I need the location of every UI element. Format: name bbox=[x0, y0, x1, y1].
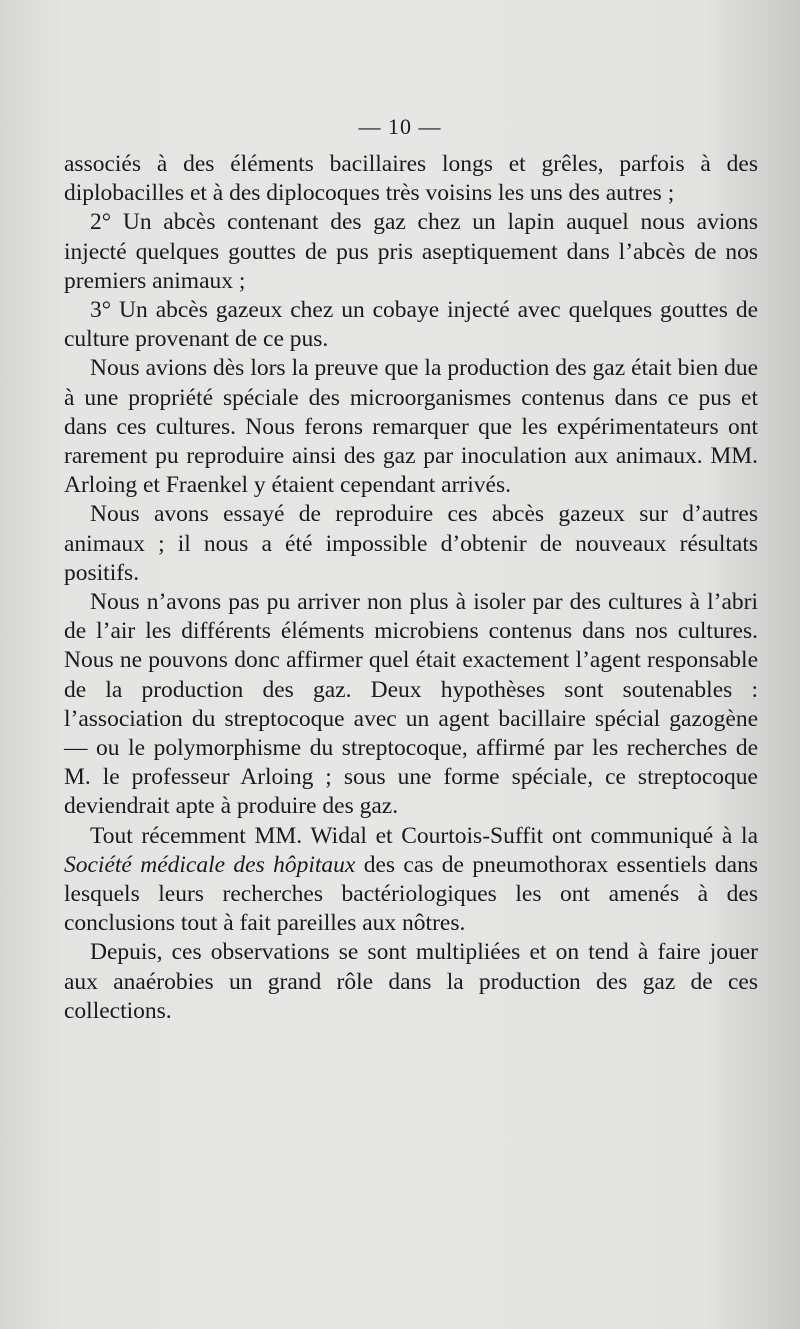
paragraph-item-2 bbox=[64, 208, 758, 296]
text-run: 3° Un abcès gazeux chez un cobaye injecté avec quelques gouttes de culture provenant de ce pus. bbox=[64, 297, 758, 353]
italic-society-name: Société médicale des hôpitaux bbox=[64, 851, 356, 878]
body-text bbox=[64, 150, 758, 1026]
text-run: Nous n’avons pas pu arriver non plus à isoler par des cultures à l’abri de l’air les différents éléments microbiens contenus dans nos cultures. Nous ne pouvons donc affirmer quel était exactement l’agent responsable de la production des gaz. Deux hypothèses sont soutenables : l’association du streptocoque avec un agent bacillaire spécial gazogène — ou le polymorphisme du streptocoque, affirmé par les recherches de M. le professeur Arloing ; sous une forme spéciale, ce streptocoque deviendrait apte à produire des gaz. bbox=[64, 589, 758, 820]
text-run: Nous avions dès lors la preuve que la production des gaz était bien due à une propriété spéciale des microorganismes contenus dans ce pus et dans ces cultures. Nous ferons remarquer que les expérimentateurs ont rarement pu reproduire ainsi des gaz par inoculation aux animaux. MM. Arloing et Fraenkel y étaient cependant arrivés. bbox=[64, 355, 758, 499]
paragraph-conclusion bbox=[64, 938, 758, 1026]
text-run: Tout récemment MM. Widal et Courtois-Suffit ont communiqué à la bbox=[90, 822, 758, 849]
text-run: des cas de pneumothorax essentiels dans lesquels leurs recherches bactériologiques les ont amenés à des conclusions tout à fait pareilles aux nôtres. bbox=[64, 851, 758, 937]
page-number: — 10 — bbox=[358, 114, 442, 139]
paragraph-widal bbox=[64, 822, 758, 939]
paragraph-item-3 bbox=[64, 296, 758, 354]
text-run: Depuis, ces observations se sont multipliées et on tend à faire jouer aux anaérobies un grand rôle dans la production des gaz de ces collections. bbox=[64, 939, 758, 1024]
paragraph-proof bbox=[64, 354, 758, 500]
text-run: 2° Un abcès contenant des gaz chez un lapin auquel nous avions injecté quelques gouttes de pus pris aseptiquement dans l’abcès de nos premiers animaux ; bbox=[64, 209, 758, 294]
paragraph-attempt bbox=[64, 500, 758, 588]
text-run: associés à des éléments bacillaires longs et grêles, parfois à des diplobacilles et à des diplocoques très voisins les uns des autres ; bbox=[64, 151, 758, 207]
paragraph-continuation bbox=[64, 150, 758, 208]
paragraph-hypotheses bbox=[64, 588, 758, 822]
text-run: Nous avons essayé de reproduire ces abcès gazeux sur d’autres animaux ; il nous a été impossible d’obtenir de nouveaux résultats positifs. bbox=[64, 501, 758, 586]
